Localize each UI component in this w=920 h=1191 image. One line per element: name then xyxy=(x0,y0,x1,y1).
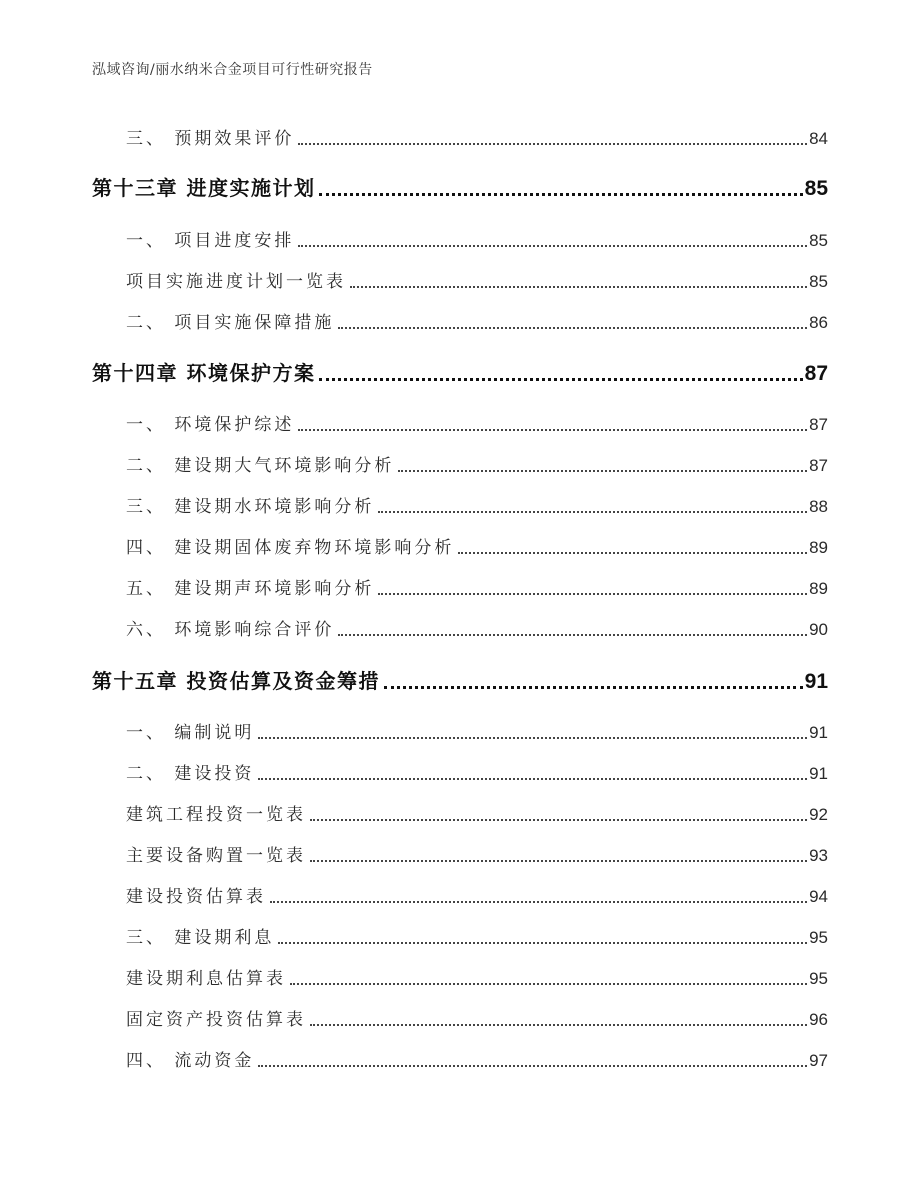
toc-entry[interactable] xyxy=(0,308,920,333)
toc-chapter[interactable] xyxy=(0,172,920,201)
toc-entry[interactable] xyxy=(0,492,920,517)
toc-entry[interactable] xyxy=(0,1005,920,1030)
toc-entry-label: 建设投资估算表 xyxy=(126,887,266,907)
toc-page-number: 87 xyxy=(809,456,828,475)
toc-page-number: 93 xyxy=(809,846,828,865)
toc-leader xyxy=(338,327,807,329)
toc-page-number: 87 xyxy=(809,415,828,434)
toc-entry[interactable] xyxy=(0,226,920,251)
toc-entry[interactable] xyxy=(0,718,920,743)
toc-leader xyxy=(258,737,807,739)
toc-leader xyxy=(270,901,807,903)
toc-page-number: 89 xyxy=(809,538,828,557)
toc-entry-label: 二、 建设投资 xyxy=(126,764,255,784)
toc-page-number: 88 xyxy=(809,497,828,516)
toc-leader xyxy=(319,193,802,196)
toc-leader xyxy=(258,1065,807,1067)
toc-chapter[interactable] xyxy=(0,665,920,694)
toc-page-number: 91 xyxy=(809,723,828,742)
toc-leader xyxy=(290,983,807,985)
toc-entry-label: 项目实施进度计划一览表 xyxy=(126,272,346,292)
toc-page-number: 85 xyxy=(804,177,828,200)
toc-leader xyxy=(378,511,807,513)
running-header: 泓域咨询/丽水纳米合金项目可行性研究报告 xyxy=(92,62,373,78)
toc-leader xyxy=(398,470,807,472)
toc-chapter-label: 第十五章 投资估算及资金筹措 xyxy=(92,669,380,693)
toc-chapter[interactable] xyxy=(0,357,920,386)
toc-entry-label: 固定资产投资估算表 xyxy=(126,1010,306,1030)
toc-leader xyxy=(310,1024,807,1026)
toc-entry[interactable] xyxy=(0,410,920,435)
toc-page-number: 92 xyxy=(809,805,828,824)
toc-entry-label: 三、 预期效果评价 xyxy=(126,129,295,149)
toc-page-number: 94 xyxy=(809,887,828,906)
toc-entry-label: 三、 建设期利息 xyxy=(126,928,275,948)
toc-page-number: 86 xyxy=(809,313,828,332)
toc-chapter-label: 第十三章 进度实施计划 xyxy=(92,176,316,200)
toc-page-number: 87 xyxy=(804,362,828,385)
toc-page-number: 91 xyxy=(804,670,828,693)
toc-page-number: 90 xyxy=(809,620,828,639)
toc-entry-label: 二、 项目实施保障措施 xyxy=(126,313,335,333)
toc-entry[interactable] xyxy=(0,964,920,989)
toc-page-number: 84 xyxy=(809,129,828,148)
toc-entry[interactable] xyxy=(0,923,920,948)
toc-entry[interactable] xyxy=(0,574,920,599)
toc-entry[interactable] xyxy=(0,882,920,907)
toc-entry[interactable] xyxy=(0,451,920,476)
toc-entry[interactable] xyxy=(0,533,920,558)
toc-leader xyxy=(258,778,807,780)
toc-page-number: 85 xyxy=(809,231,828,250)
toc-entry-label: 四、 流动资金 xyxy=(126,1051,255,1071)
toc-entry-label: 一、 环境保护综述 xyxy=(126,415,295,435)
toc-entry[interactable] xyxy=(0,267,920,292)
toc-entry-label: 一、 编制说明 xyxy=(126,723,255,743)
toc-leader xyxy=(319,378,802,381)
toc-leader xyxy=(378,593,807,595)
toc-page-number: 85 xyxy=(809,272,828,291)
toc-page-number: 95 xyxy=(809,969,828,988)
toc-entry-label: 二、 建设期大气环境影响分析 xyxy=(126,456,395,476)
toc-leader xyxy=(298,245,807,247)
toc-entry[interactable] xyxy=(0,800,920,825)
toc-leader xyxy=(310,819,807,821)
toc-page-number: 95 xyxy=(809,928,828,947)
toc-entry-label: 主要设备购置一览表 xyxy=(126,846,306,866)
toc-leader xyxy=(310,860,807,862)
toc-entry-label: 一、 项目进度安排 xyxy=(126,231,295,251)
toc-entry[interactable] xyxy=(0,615,920,640)
toc-leader xyxy=(298,143,807,145)
toc-entry[interactable] xyxy=(0,841,920,866)
toc-entry-label: 六、 环境影响综合评价 xyxy=(126,620,335,640)
toc-chapter-label: 第十四章 环境保护方案 xyxy=(92,361,316,385)
toc-entry[interactable] xyxy=(0,124,920,149)
toc-leader xyxy=(278,942,807,944)
toc-page-number: 97 xyxy=(809,1051,828,1070)
toc-entry[interactable] xyxy=(0,1046,920,1071)
toc-leader xyxy=(384,686,803,689)
toc-entry[interactable] xyxy=(0,759,920,784)
toc-entry-label: 五、 建设期声环境影响分析 xyxy=(126,579,375,599)
toc-entry-label: 四、 建设期固体废弃物环境影响分析 xyxy=(126,538,455,558)
toc-leader xyxy=(338,634,807,636)
toc-page-number: 96 xyxy=(809,1010,828,1029)
toc-page-number: 91 xyxy=(809,764,828,783)
toc-page-number: 89 xyxy=(809,579,828,598)
toc-entry-label: 建筑工程投资一览表 xyxy=(126,805,306,825)
toc-entry-label: 建设期利息估算表 xyxy=(126,969,286,989)
toc-leader xyxy=(458,552,807,554)
toc-leader xyxy=(350,286,807,288)
toc-entry-label: 三、 建设期水环境影响分析 xyxy=(126,497,375,517)
toc-leader xyxy=(298,429,807,431)
